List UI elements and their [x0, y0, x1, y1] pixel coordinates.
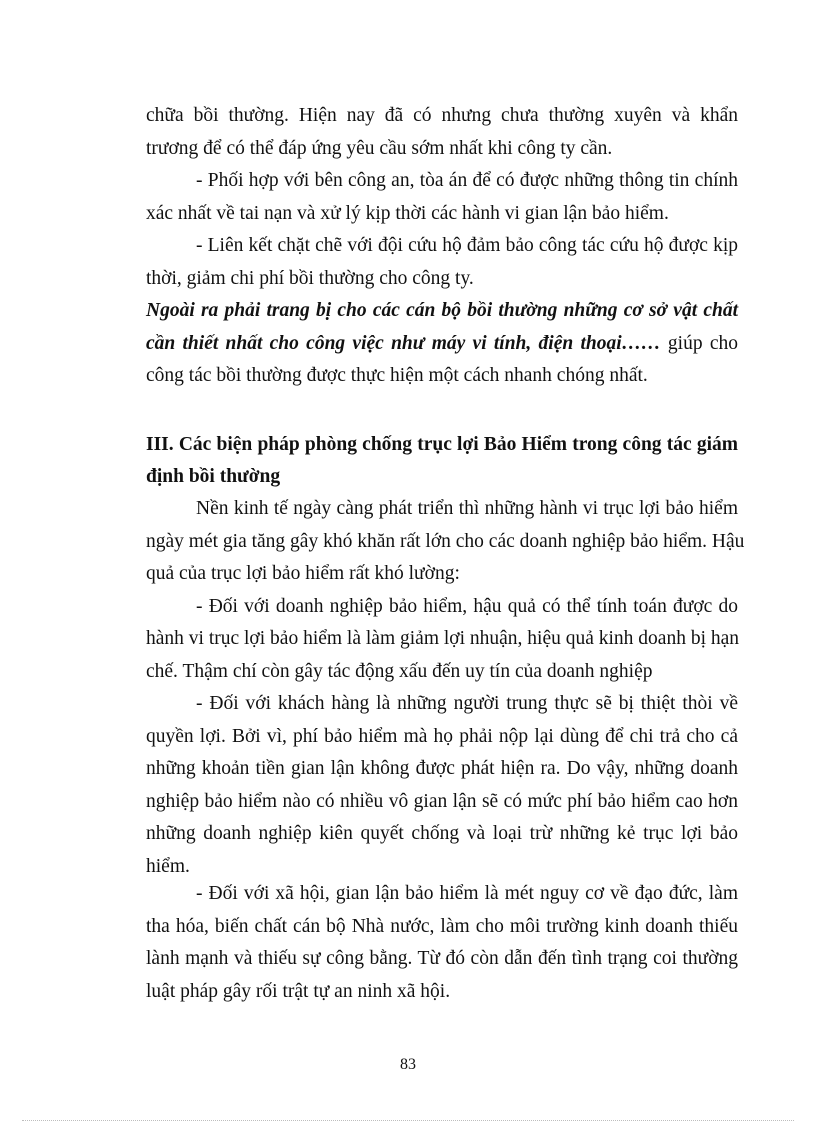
plain-text: giúp cho: [660, 333, 739, 354]
paragraph-line: ngày mét gia tăng gây khó khăn rất lớn cho các doanh nghiệp bảo hiểm. Hậu: [146, 531, 745, 552]
paragraph-line: hiểm.: [146, 856, 190, 877]
emphasis-line-mixed: [146, 332, 738, 356]
paragraph-line: những khoản tiền gian lận không được phát hiện ra. Do vậy, những doanh: [146, 758, 738, 779]
paragraph-line: tha hóa, biến chất cán bộ Nhà nước, làm cho môi trường kinh doanh thiếu: [146, 916, 738, 937]
paragraph-line: - Đối với khách hàng là những người trung thực sẽ bị thiệt thòi về: [196, 693, 738, 714]
paragraph-line: quyền lợi. Bởi vì, phí bảo hiểm mà họ phải nộp lại dùng để chi trả cho cả: [146, 726, 738, 747]
paragraph-line: công tác bồi thường được thực hiện một cách nhanh chóng nhất.: [146, 365, 648, 386]
paragraph-line: chữa bồi thường. Hiện nay đã có nhưng chưa thường xuyên và khẩn: [146, 105, 738, 126]
paragraph-line: - Liên kết chặt chẽ với đội cứu hộ đảm bảo công tác cứu hộ được kịp: [196, 235, 738, 256]
paragraph-line: thời, giảm chi phí bồi thường cho công ty.: [146, 268, 474, 289]
paragraph-line: hành vi trục lợi bảo hiểm là làm giảm lợi nhuận, hiệu quả kinh doanh bị hạn: [146, 628, 740, 649]
paragraph-line: - Đối với xã hội, gian lận bảo hiểm là mét nguy cơ về đạo đức, làm: [196, 883, 738, 904]
section-heading: III. Các biện pháp phòng chống trục lợi Bảo Hiểm trong công tác giám: [146, 434, 738, 455]
paragraph-line: những doanh nghiệp kiên quyết chống và loại trừ những kẻ trục lợi bảo: [146, 823, 738, 844]
paragraph-line: - Đối với doanh nghiệp bảo hiểm, hậu quả có thể tính toán được do: [196, 596, 738, 617]
page-bottom-rule: [22, 1120, 794, 1121]
paragraph-line: - Phối hợp với bên công an, tòa án để có được những thông tin chính: [196, 170, 738, 191]
paragraph-line: trương để có thể đáp ứng yêu cầu sớm nhất khi công ty cần.: [146, 138, 613, 159]
section-heading: định bồi thường: [146, 466, 281, 487]
paragraph-line: xác nhất về tai nạn và xử lý kịp thời các hành vi gian lận bảo hiểm.: [146, 203, 669, 224]
paragraph-line: lành mạnh và thiếu sự công bằng. Từ đó còn dẫn đến tình trạng coi thường: [146, 948, 738, 969]
paragraph-line: quả của trục lợi bảo hiểm rất khó lường:: [146, 563, 460, 584]
paragraph-line: Nền kinh tế ngày càng phát triển thì những hành vi trục lợi bảo hiểm: [196, 498, 738, 519]
emphasis-text: cần thiết nhất cho công việc như máy vi tính, điện thoại……: [146, 333, 661, 354]
page-number: 83: [400, 1056, 416, 1073]
emphasis-line: Ngoài ra phải trang bị cho các cán bộ bồi thường những cơ sở vật chất: [146, 300, 738, 321]
paragraph-line: chế. Thậm chí còn gây tác động xấu đến uy tín của doanh nghiệp: [146, 661, 653, 682]
paragraph-line: nghiệp bảo hiểm nào có nhiều vô gian lận sẽ có mức phí bảo hiểm cao hơn: [146, 791, 738, 812]
paragraph-line: luật pháp gây rối trật tự an ninh xã hội.: [146, 981, 451, 1002]
